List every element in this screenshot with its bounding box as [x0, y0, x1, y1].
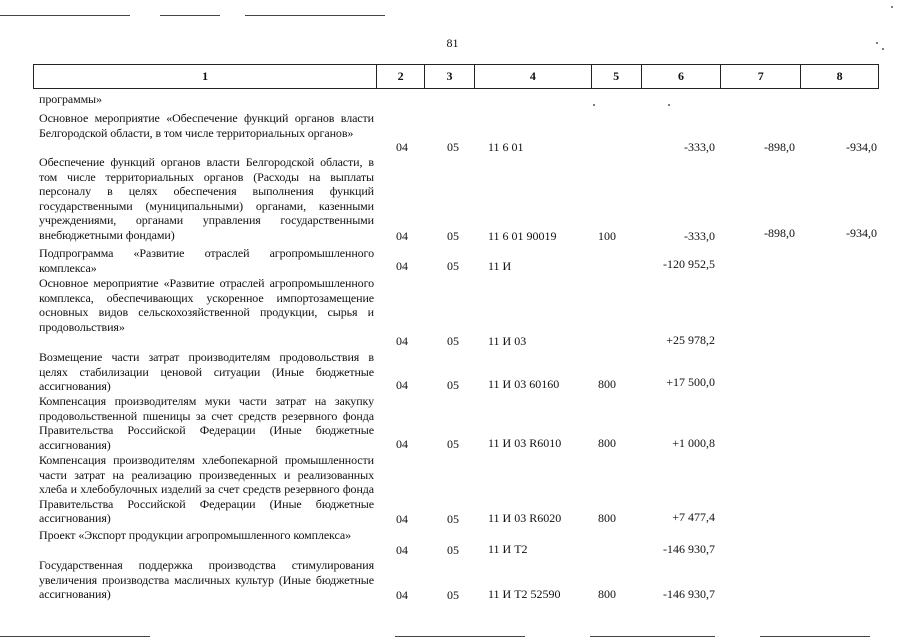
row-section-code: 04	[396, 140, 408, 154]
row-subsection-code: 05	[447, 140, 459, 154]
scan-artifact-speck	[882, 48, 884, 50]
row-target-code: 11 И	[488, 259, 512, 273]
row-target-code: 11 И 03 R6010	[488, 436, 562, 450]
row-target-code: 11 6 01	[488, 140, 524, 154]
row-amount-1: -333,0	[684, 140, 715, 154]
row-target-code: 11 И Т2	[488, 542, 528, 556]
scan-artifact-line	[760, 636, 870, 637]
row-subsection-code: 05	[447, 588, 459, 602]
row-amount-1: +17 500,0	[666, 375, 715, 389]
row-target-code: 11 И 03 60160	[488, 377, 560, 391]
row-expense-type: 800	[598, 436, 616, 450]
row-description: Основное мероприятие «Развитие отраслей агропромышленного комплекса, обеспечивающих ускоренное импортозамещение основных видов сельскохозяйственной продукции, сырья и продовольствия»	[39, 276, 374, 334]
row-expense-type: 800	[598, 587, 616, 601]
column-header-7: 7	[720, 65, 800, 88]
row-section-code: 04	[396, 512, 408, 526]
row-target-code: 11 И 03	[488, 334, 527, 348]
row-subsection-code: 05	[447, 378, 459, 392]
row-description: Основное мероприятие «Обеспечение функций органов власти Белгородской области, в том числе территориальных органов»	[39, 111, 374, 140]
row-amount-3: -934,0	[846, 226, 877, 240]
scan-artifact-line	[590, 636, 715, 637]
row-amount-1: +25 978,2	[666, 333, 715, 347]
scan-artifact-line	[0, 15, 130, 16]
row-amount-1: -146 930,7	[663, 587, 715, 601]
row-section-code: 04	[396, 229, 408, 243]
row-description: Проект «Экспорт продукции агропромышленного комплекса»	[39, 528, 351, 542]
column-header-4: 4	[474, 65, 591, 88]
column-header-5: 5	[591, 65, 641, 88]
column-header-1: 1	[202, 69, 209, 83]
row-section-code: 04	[396, 259, 408, 273]
column-header-8: 8	[800, 65, 878, 88]
row-description: Государственная поддержка производства стимулирования увеличения производства масличных культур (Иные бюджетные ассигнования)	[39, 558, 374, 601]
row-subsection-code: 05	[447, 437, 459, 451]
column-header-2: 2	[376, 65, 424, 88]
row-expense-type: 100	[598, 229, 616, 243]
row-target-code: 11 И 03 R6020	[488, 511, 562, 525]
page-number: 81	[446, 36, 459, 50]
row-amount-2: -898,0	[764, 140, 795, 154]
row-amount-3: -934,0	[846, 140, 877, 154]
row-amount-2: -898,0	[764, 226, 795, 240]
row-section-code: 04	[396, 437, 408, 451]
row-target-code: 11 6 01 90019	[488, 229, 557, 243]
column-header-3: 3	[424, 65, 474, 88]
row-section-code: 04	[396, 588, 408, 602]
row-subsection-code: 05	[447, 334, 459, 348]
scan-artifact-speck	[876, 42, 878, 44]
row-description: Компенсация производителям муки части затрат на закупку продовольственной пшеницы за счет средств резервного фонда Правительства Российской Федерации (Иные бюджетные ассигнования)	[39, 394, 374, 452]
row-subsection-code: 05	[447, 229, 459, 243]
scan-artifact-speck	[891, 6, 893, 8]
row-expense-type: 800	[598, 377, 616, 391]
row-description: Компенсация производителям хлебопекарной промышленности части затрат на реализацию произведенных и реализованных хлеба и хлебобулочных изделий за счет средств резервного фонда Правительства Российской Федерации (Иные бюджетные ассигнования)	[39, 453, 374, 525]
column-header-6: 6	[641, 65, 721, 88]
row-section-code: 04	[396, 543, 408, 557]
row-amount-1: +7 477,4	[672, 510, 715, 524]
row-description: программы»	[39, 92, 102, 106]
row-amount-1: -146 930,7	[663, 542, 715, 556]
row-expense-type: 800	[598, 511, 616, 525]
row-description: Возмещение части затрат производителям продовольствия в целях стабилизации ценовой ситуации (Иные бюджетные ассигнования)	[39, 350, 374, 393]
scan-artifact-line	[395, 636, 525, 637]
row-amount-1: -333,0	[684, 229, 715, 243]
row-section-code: 04	[396, 334, 408, 348]
row-section-code: 04	[396, 378, 408, 392]
row-target-code: 11 И Т2 52590	[488, 587, 561, 601]
row-description: Подпрограмма «Развитие отраслей агропромышленного комплекса»	[39, 246, 374, 275]
scan-artifact-speck	[668, 104, 670, 106]
scan-artifact-speck	[593, 104, 595, 106]
row-subsection-code: 05	[447, 543, 459, 557]
row-amount-1: +1 000,8	[672, 436, 715, 450]
row-amount-1: -120 952,5	[663, 257, 715, 271]
scan-artifact-line	[0, 636, 150, 637]
row-subsection-code: 05	[447, 512, 459, 526]
row-description: Обеспечение функций органов власти Белгородской области, в том числе территориальных органов (Расходы на выплаты персоналу в целях обеспечения выполнения функций государственными (муниципальными) органами, казенными учреждениями, органами управления государственными внебюджетными фондами)	[39, 155, 374, 242]
scan-artifact-line	[245, 15, 385, 16]
scan-artifact-line	[160, 15, 220, 16]
row-subsection-code: 05	[447, 259, 459, 273]
